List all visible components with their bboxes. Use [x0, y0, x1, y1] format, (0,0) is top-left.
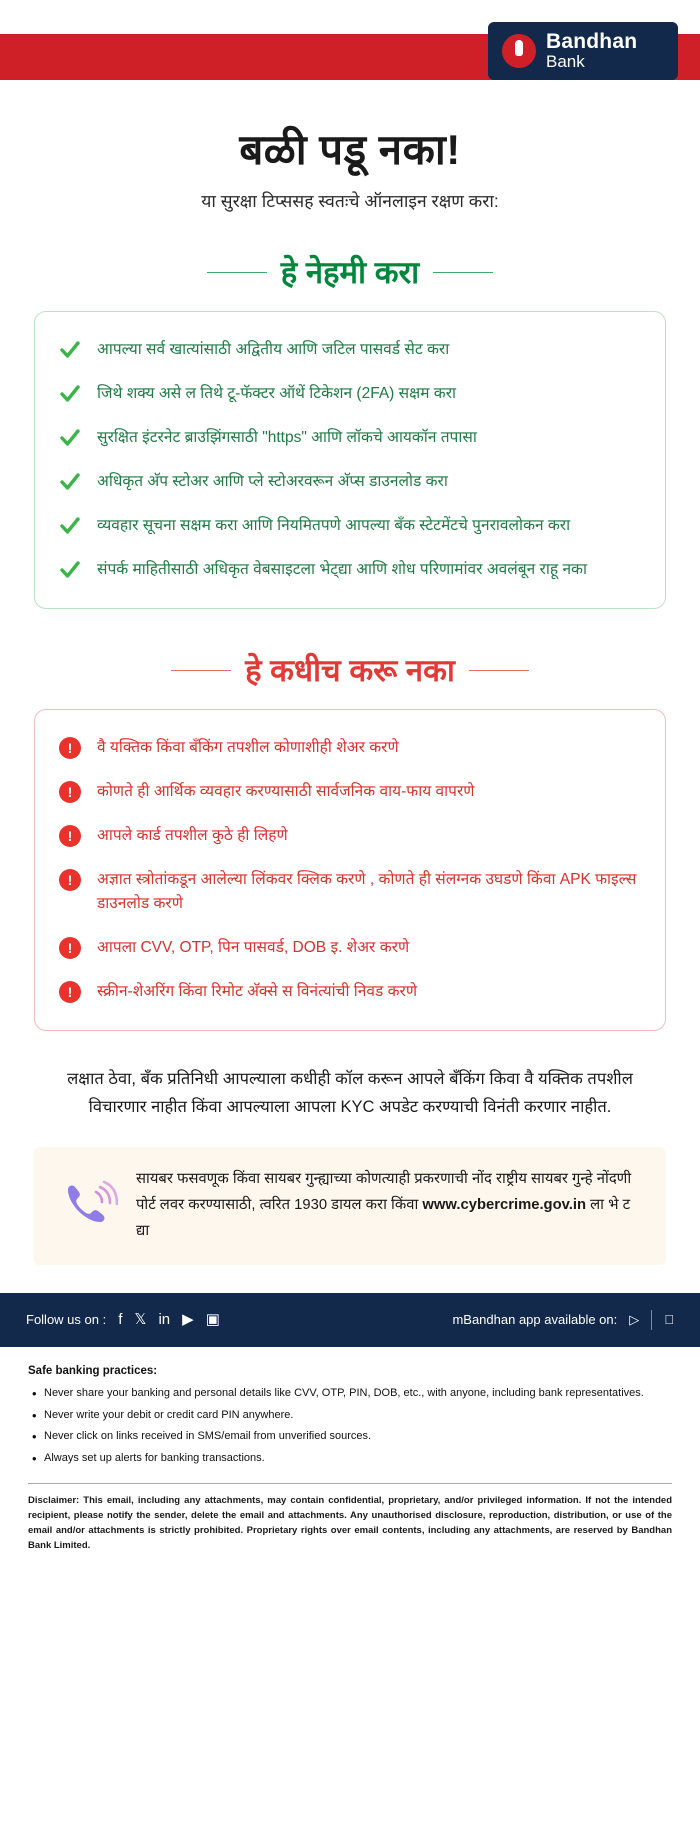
facebook-icon[interactable]: f [118, 1311, 123, 1329]
list-item-label: वै यक्तिक किंवा बँकिंग तपशील कोणाशीही शेअर करणे [97, 739, 399, 757]
heading-rule-left [171, 670, 231, 671]
list-item-label: आपले कार्ड तपशील कुठे ही लिहणे [97, 827, 288, 845]
safe-practices-list [28, 1385, 672, 1467]
heading-rule-left [207, 272, 267, 273]
heading-rule-right [469, 670, 529, 671]
dont-section-heading [0, 649, 700, 691]
list-item-label: अधिकृत अ‍ॅप स्टोअर आणि प्ले स्टोअरवरून अ‍ॅप्स डाउनलोड करा [97, 473, 448, 491]
list-item: • Always set up alerts for banking transactions. [28, 1450, 672, 1468]
list-item [59, 338, 639, 362]
follow-us-group [26, 1312, 220, 1327]
check-icon [59, 559, 81, 581]
list-item-label: जिथे शक्य असे ल तिथे टू-फॅक्टर ऑथें टिकेशन (2FA) सक्षम करा [97, 385, 457, 403]
social-links [118, 1312, 220, 1327]
youtube-icon[interactable]: ▶ [182, 1311, 194, 1329]
list-item: • Never click on links received in SMS/email from unverified sources. [28, 1428, 672, 1446]
list-item [59, 426, 639, 450]
safe-banking-practices [0, 1347, 700, 1467]
list-item-label: आपल्या सर्व खात्यांसाठी अद्वितीय आणि जटिल पासवर्ड सेट करा [97, 341, 450, 358]
list-item [59, 936, 639, 960]
exclamation-icon: ! [59, 825, 81, 847]
list-item [59, 780, 639, 804]
do-list-card [34, 311, 666, 609]
list-item: • Never write your debit or credit card PIN anywhere. [28, 1407, 672, 1425]
exclamation-icon: ! [59, 981, 81, 1003]
logo-line-2: Bank [546, 52, 585, 72]
google-play-icon[interactable]: ▷ [629, 1311, 640, 1327]
list-item [59, 382, 639, 406]
list-item-label: कोणते ही आर्थिक व्यवहार करण्यासाठी सार्वजनिक वाय-फाय वापरणे [97, 783, 475, 801]
exclamation-icon: ! [59, 737, 81, 759]
exclamation-icon: ! [59, 781, 81, 803]
list-item-label: स्क्रीन-शेअरिंग किंवा रिमोट अ‍ॅक्से स विनंत्यांची निवड करणे [97, 983, 418, 1001]
list-item: • Never share your banking and personal details like CVV, OTP, PIN, DOB, etc., with anyone, including bank representatives. [28, 1385, 672, 1403]
list-item [59, 558, 639, 582]
x-icon[interactable]: 𝕏 [134, 1311, 147, 1329]
title-block [0, 86, 700, 221]
logo-line-1: Bandhan [546, 30, 638, 54]
apple-icon[interactable] [664, 1312, 674, 1327]
list-item-label: संपर्क माहितीसाठी अधिकृत वेबसाइटला भेट्द्या आणि शोध परिणामांवर अवलंबून राहू नका [97, 561, 587, 579]
page-header [0, 0, 700, 86]
check-icon [59, 383, 81, 405]
list-item-label: आपला CVV, OTP, पिन पासवर्ड, DOB इ. शेअर करणे [97, 939, 410, 957]
dont-heading-text: हे कधीच करू नका [245, 653, 455, 689]
app-stores-group [452, 1310, 674, 1330]
list-item [59, 824, 639, 848]
list-item [59, 868, 639, 916]
bank-warning-note: लक्षात ठेवा, बँक प्रतिनिधी आपल्याला कधीही कॉल करून आपले बँकिंग किवा वै यक्तिक तपशील विचारणार नाहीत किंवा आपल्याला आपला KYC अपडेट करण्याची विनंती करणार नाहीत. [67, 1070, 633, 1117]
exclamation-icon: ! [59, 937, 81, 959]
page-subtitle: या सुरक्षा टिप्ससह स्वतःचे ऑनलाइन रक्षण करा: [201, 191, 499, 211]
disclaimer-text: Disclaimer: This email, including any attachments, may contain confidential, proprietary, and/or privileged information. If not the intended recipient, please notify the sender, delete the email and attachments. Any unauthorised disclosure, reproduction, distribution, or use of the email and/or attachments is strictly prohibited. Proprietary rights over email contents, including any attachments, are reserved by Bandhan Bank Limited. [28, 1495, 672, 1551]
list-item [59, 736, 639, 760]
phone-ringing-icon [58, 1178, 118, 1234]
cybercrime-callout [34, 1147, 666, 1265]
do-heading-text: हे नेहमी करा [280, 255, 420, 290]
do-section-heading [0, 251, 700, 293]
cybercrime-link[interactable]: www.cybercrime.gov.in [422, 1197, 587, 1214]
check-icon [59, 427, 81, 449]
follow-us-label: Follow us on : [26, 1312, 107, 1328]
footer-bar [0, 1293, 700, 1347]
dont-list-card [34, 709, 666, 1031]
exclamation-icon: ! [59, 869, 81, 891]
linkedin-icon[interactable]: in [158, 1311, 171, 1329]
list-item-label: व्यवहार सूचना सक्षम करा आणि नियमितपणे आपल्या बँक स्टेटमेंटचे पुनरावलोकन करा [97, 517, 571, 535]
heading-rule-right [433, 272, 493, 273]
list-item [59, 514, 639, 538]
list-item-label: अज्ञात स्त्रोतांकडून आलेल्या लिंकवर क्लिक करणे , कोणते ही संलग्नक उघडणे किंवा APK फाइल्स डाउनलोड करणे [97, 871, 637, 913]
check-icon [59, 339, 81, 361]
logo-text [546, 31, 637, 71]
cybercrime-text-part2: ला भे ट द्या [136, 1197, 631, 1240]
cybercrime-text [136, 1167, 642, 1245]
bandhan-bank-logo [488, 22, 678, 80]
list-item [59, 470, 639, 494]
bandhan-logo-icon [502, 34, 536, 68]
page-title: बळी पडू नका! [239, 126, 461, 173]
list-item-label: सुरक्षित इंटरनेट ब्राउझिंगसाठी "https" आणि लॉकचे आयकॉन तपासा [97, 429, 477, 447]
safe-practices-title: Safe banking practices: [28, 1364, 158, 1377]
check-icon [59, 515, 81, 537]
cybercrime-text-part1: सायबर फसवणूक किंवा सायबर गुन्ह्याच्या कोणत्याही प्रकरणाची नोंद राष्ट्रीय सायबर गुन्हे नोंदणी पोर्ट लवर करण्यासाठी, त्वरित 1930 डायल करा किंवा [136, 1171, 632, 1214]
check-icon [59, 471, 81, 493]
instagram-icon[interactable]: ▣ [205, 1311, 220, 1329]
list-item [59, 980, 639, 1004]
app-store-label: mBandhan app available on: [452, 1312, 618, 1328]
footer-divider [651, 1310, 652, 1330]
